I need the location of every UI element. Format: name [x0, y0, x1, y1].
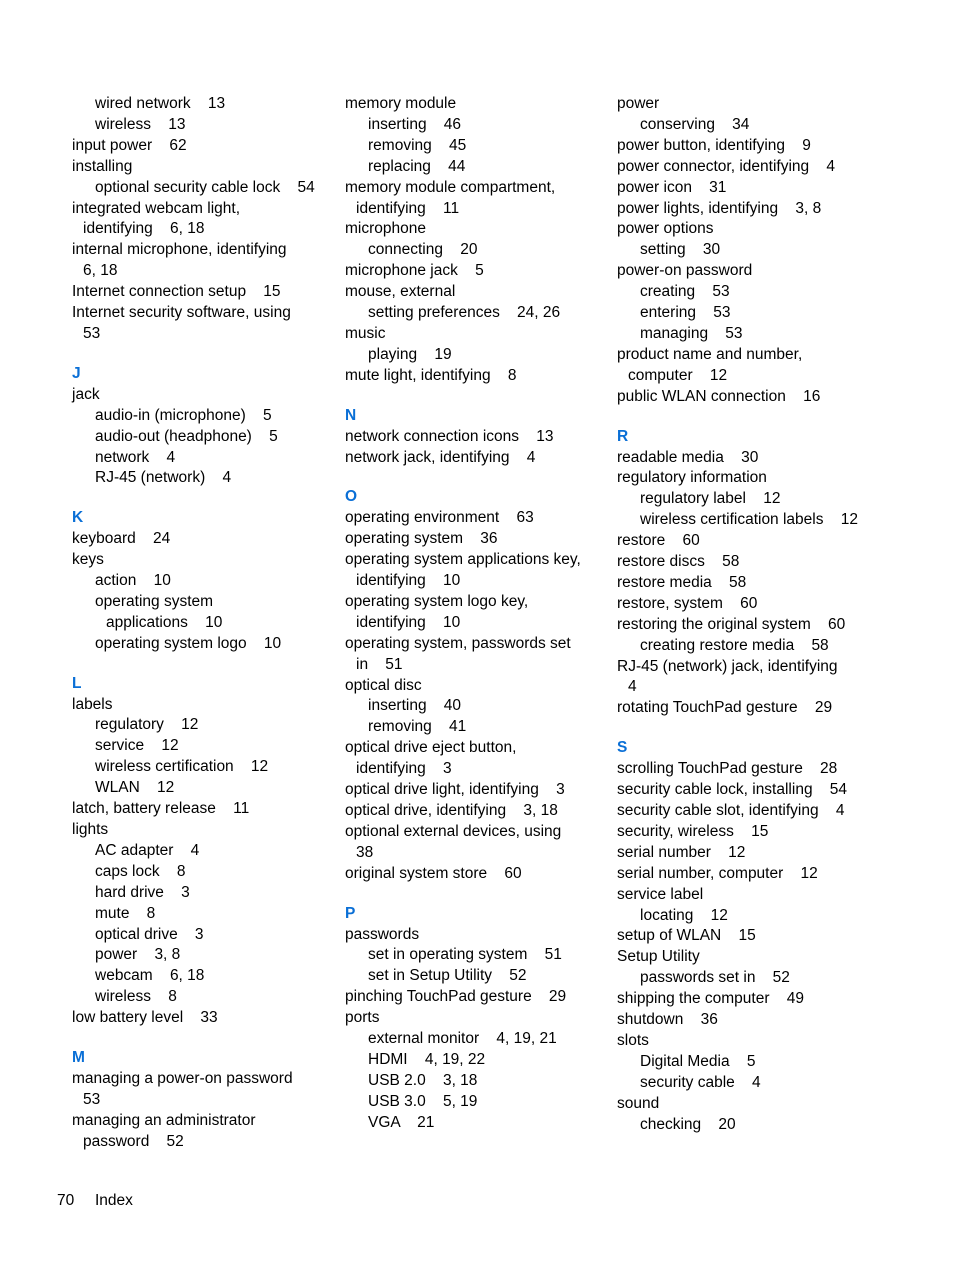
index-entry: scrolling TouchPad gesture 28 [617, 760, 838, 778]
index-entry: identifying 10 [356, 613, 461, 631]
index-subentry: managing 53 [640, 324, 743, 342]
index-letter-heading: K [72, 509, 84, 527]
index-subentry: creating restore media 58 [640, 636, 829, 654]
index-subentry: power 3, 8 [95, 946, 181, 964]
index-entry: network connection icons 13 [345, 427, 554, 445]
index-entry: Internet security software, using [72, 304, 291, 322]
index-subentry: RJ-45 (network) 4 [95, 469, 232, 487]
index-subentry: entering 53 [640, 304, 731, 322]
index-entry: keyboard 24 [72, 530, 171, 548]
index-entry: computer 12 [628, 366, 728, 384]
index-subentry: setting preferences 24, 26 [368, 304, 561, 322]
index-subentry: caps lock 8 [95, 862, 186, 880]
index-column-1 [72, 94, 334, 1153]
index-entry: keys [72, 551, 104, 569]
index-subentry: passwords set in 52 [640, 969, 790, 987]
index-letter-heading: R [617, 427, 629, 445]
index-subentry: wired network 13 [95, 95, 226, 112]
index-entry: lights [72, 821, 109, 838]
index-subentry: action 10 [95, 572, 171, 590]
index-entry: optical drive light, identifying 3 [345, 781, 565, 799]
index-subentry: locating 12 [640, 906, 728, 924]
index-subentry: Digital Media 5 [640, 1052, 756, 1070]
index-entry: security, wireless 15 [617, 822, 769, 840]
index-entry: restore, system 60 [617, 594, 758, 612]
index-entry: public WLAN connection 16 [617, 387, 821, 405]
index-subentry: optical drive 3 [95, 925, 204, 943]
index-entry: microphone jack 5 [345, 262, 484, 280]
index-subentry: external monitor 4, 19, 21 [368, 1030, 557, 1048]
index-letter-heading: N [345, 406, 357, 424]
index-subentry: inserting 40 [368, 697, 462, 715]
index-entry: jack [72, 385, 100, 403]
index-entry: operating system applications key, [345, 551, 581, 569]
index-subentry: regulatory 12 [95, 716, 199, 734]
index-subentry: audio-in (microphone) 5 [95, 406, 272, 424]
index-subentry: applications 10 [106, 613, 223, 631]
index-subentry: connecting 20 [368, 241, 478, 259]
index-subentry: conserving 34 [640, 115, 750, 133]
index-subentry: removing 45 [368, 136, 467, 154]
index-entry: memory module compartment, [345, 178, 556, 196]
index-subentry: setting 30 [640, 241, 721, 259]
section-name: Index [95, 1192, 133, 1209]
index-entry: power icon 31 [617, 178, 727, 196]
index-entry: identifying 11 [356, 199, 460, 217]
index-entry: sound [617, 1094, 660, 1112]
index-entry: latch, battery release 11 [72, 800, 250, 818]
index-entry: password 52 [83, 1132, 184, 1150]
index-entry: identifying 3 [356, 760, 452, 778]
index-entry: restoring the original system 60 [617, 615, 846, 633]
index-subentry: operating system logo 10 [95, 634, 282, 652]
index-entry: operating system 36 [345, 530, 498, 548]
index-entry: music [345, 324, 386, 342]
index-subentry: network 4 [95, 448, 176, 466]
index-entry: shutdown 36 [617, 1011, 718, 1029]
index-column-2 [345, 94, 607, 1134]
index-entry: optional external devices, using [345, 822, 562, 840]
index-entry: Setup Utility [617, 948, 700, 966]
index-entry: optical disc [345, 676, 422, 694]
index-entry: passwords [345, 925, 420, 943]
index-subentry: security cable 4 [640, 1073, 761, 1091]
index-subentry: WLAN 12 [95, 779, 175, 797]
index-subentry: AC adapter 4 [95, 841, 200, 859]
index-entry: operating environment 63 [345, 509, 534, 527]
index-entry: power options [617, 220, 714, 238]
page-number: 70 [57, 1192, 75, 1209]
index-entry: power connector, identifying 4 [617, 157, 835, 175]
index-subentry: VGA 21 [368, 1113, 435, 1131]
index-entry: 4 [628, 678, 637, 696]
index-entry: slots [617, 1031, 649, 1049]
index-entry: microphone [345, 220, 426, 238]
index-entry: network jack, identifying 4 [345, 448, 536, 466]
index-column-3 [617, 94, 879, 1136]
index-entry: labels [72, 695, 113, 713]
index-subentry: wireless 13 [95, 115, 186, 133]
index-entry: service label [617, 885, 704, 903]
index-entry: mouse, external [345, 283, 456, 301]
index-subentry: wireless certification labels 12 [640, 511, 858, 529]
index-entry: security cable lock, installing 54 [617, 781, 848, 799]
index-subentry: audio-out (headphone) 5 [95, 427, 278, 445]
index-entry: identifying 10 [356, 572, 461, 590]
index-subentry: inserting 46 [368, 115, 462, 133]
index-subentry: operating system [95, 592, 214, 610]
index-entry: optical drive eject button, [345, 739, 517, 757]
index-entry: regulatory information [617, 469, 767, 487]
index-entry: managing an administrator [72, 1111, 256, 1129]
index-letter-heading: P [345, 904, 356, 922]
index-entry: mute light, identifying 8 [345, 366, 517, 384]
index-entry: product name and number, [617, 345, 803, 363]
index-entry: restore 60 [617, 532, 700, 550]
index-subentry: removing 41 [368, 718, 467, 736]
index-entry: security cable slot, identifying 4 [617, 802, 845, 819]
index-entry: power [617, 95, 660, 112]
index-entry: integrated webcam light, [72, 199, 241, 217]
index-entry: installing [72, 157, 133, 175]
index-subentry: set in operating system 51 [368, 946, 562, 964]
index-entry: pinching TouchPad gesture 29 [345, 988, 567, 1006]
index-entry: restore discs 58 [617, 553, 740, 571]
index-subentry: regulatory label 12 [640, 490, 781, 508]
index-entry: 6, 18 [83, 262, 118, 280]
index-entry: operating system logo key, [345, 592, 529, 610]
index-entry: setup of WLAN 15 [617, 927, 756, 945]
index-entry: power lights, identifying 3, 8 [617, 199, 822, 217]
index-entry: memory module [345, 95, 457, 112]
index-entry: serial number, computer 12 [617, 864, 818, 882]
index-subentry: optional security cable lock 54 [95, 178, 315, 196]
index-letter-heading: J [72, 364, 81, 382]
index-entry: serial number 12 [617, 843, 746, 861]
index-subentry: creating 53 [640, 283, 730, 301]
index-letter-heading: L [72, 674, 82, 692]
index-subentry: playing 19 [368, 345, 452, 363]
index-entry: Internet connection setup 15 [72, 283, 281, 301]
index-entry: shipping the computer 49 [617, 990, 804, 1008]
index-entry: power button, identifying 9 [617, 136, 811, 154]
index-entry: readable media 30 [617, 448, 759, 466]
index-entry: rotating TouchPad gesture 29 [617, 699, 833, 717]
index-entry: ports [345, 1009, 380, 1027]
index-subentry: wireless certification 12 [95, 758, 269, 776]
index-subentry: hard drive 3 [95, 883, 190, 901]
index-entry: RJ-45 (network) jack, identifying [617, 657, 838, 675]
index-entry: 53 [83, 1090, 101, 1108]
index-subentry: USB 2.0 3, 18 [368, 1071, 478, 1089]
index-entry: optical drive, identifying 3, 18 [345, 802, 558, 819]
index-entry: identifying 6, 18 [83, 220, 205, 238]
index-entry: 38 [356, 843, 374, 861]
index-subentry: service 12 [95, 737, 179, 755]
index-subentry: checking 20 [640, 1115, 736, 1133]
index-subentry: set in Setup Utility 52 [368, 967, 527, 985]
index-entry: input power 62 [72, 136, 187, 154]
index-subentry: USB 3.0 5, 19 [368, 1092, 478, 1110]
index-entry: restore media 58 [617, 573, 747, 591]
index-subentry: mute 8 [95, 904, 156, 922]
index-entry: managing a power-on password [72, 1069, 293, 1087]
index-letter-heading: O [345, 488, 358, 506]
index-entry: original system store 60 [345, 864, 522, 882]
index-entry: power-on password [617, 262, 753, 280]
index-subentry: webcam 6, 18 [95, 967, 205, 985]
index-entry: 53 [83, 324, 101, 342]
index-entry: low battery level 33 [72, 1009, 218, 1027]
index-letter-heading: S [617, 739, 628, 757]
index-entry: internal microphone, identifying [72, 241, 287, 259]
page-footer [57, 1190, 133, 1212]
index-letter-heading: M [72, 1049, 85, 1067]
index-subentry: HDMI 4, 19, 22 [368, 1050, 486, 1068]
index-entry: operating system, passwords set [345, 634, 571, 652]
index-subentry: replacing 44 [368, 157, 466, 175]
index-entry: in 51 [356, 655, 403, 673]
index-subentry: wireless 8 [95, 988, 177, 1006]
